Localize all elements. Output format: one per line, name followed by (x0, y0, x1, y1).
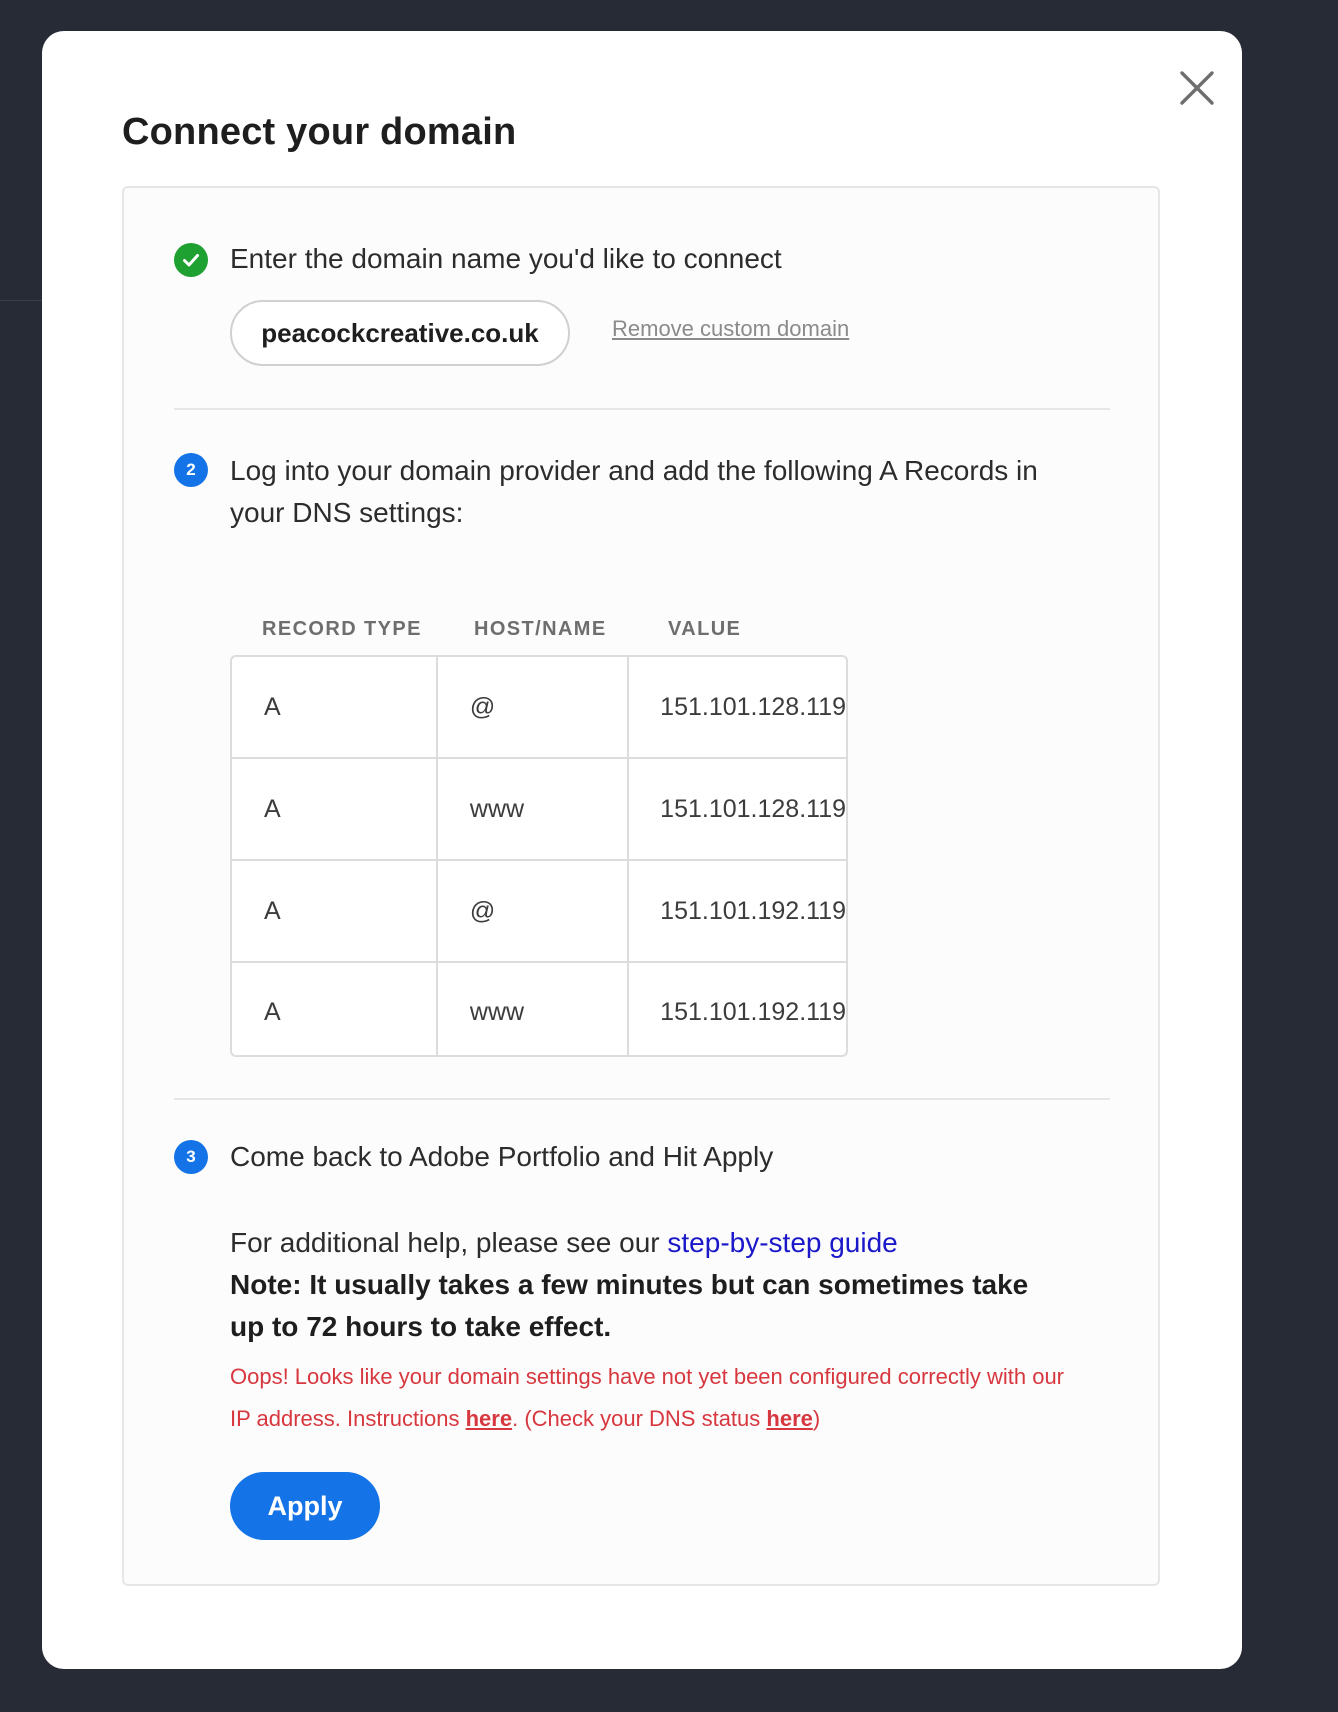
divider (174, 1098, 1110, 1100)
domain-name-field[interactable]: peacockcreative.co.uk (230, 300, 570, 366)
record-type-cell: A (232, 963, 438, 1057)
error-text-part3: ) (812, 1406, 821, 1431)
close-button[interactable] (1170, 61, 1224, 115)
step2-text: Log into your domain provider and add the following A Records in your DNS settings: (230, 455, 1038, 528)
table-row (232, 963, 846, 1057)
dns-records-table (230, 655, 848, 1057)
error-text-part2: . (Check your DNS status (512, 1406, 767, 1431)
host-name-cell: @ (438, 861, 629, 961)
modal-title: Connect your domain (122, 111, 517, 153)
host-name-cell: www (438, 759, 629, 859)
error-text-part1: Oops! Looks like your domain settings have not yet been configured correctly with our IP address. Instructions (230, 1364, 1065, 1431)
step-2-badge: 2 (174, 453, 208, 487)
apply-button[interactable]: Apply (230, 1472, 380, 1540)
value-cell: 151.101.128.119 (660, 692, 846, 721)
host-name-cell: www (438, 963, 629, 1057)
record-type-cell: A (232, 861, 438, 961)
step1-text: Enter the domain name you'd like to connect (230, 243, 782, 274)
value-cell: 151.101.192.119 (660, 997, 846, 1026)
help-text (230, 1222, 1070, 1348)
note-text: Note: It usually takes a few minutes but can sometimes take up to 72 hours to take effect. (230, 1269, 1029, 1342)
column-header-record-type: RECORD TYPE (262, 618, 422, 640)
divider (174, 408, 1110, 410)
checkmark-circle-icon (174, 243, 208, 277)
error-message (230, 1356, 1080, 1440)
host-name-cell: @ (438, 657, 629, 757)
step3-text: Come back to Adobe Portfolio and Hit Apply (230, 1141, 774, 1172)
close-icon (1170, 61, 1224, 115)
table-row (232, 657, 846, 759)
table-row (232, 759, 846, 861)
connect-domain-modal (42, 31, 1242, 1669)
value-cell: 151.101.128.119 (660, 794, 846, 823)
step-by-step-guide-link[interactable]: step-by-step guide (667, 1227, 898, 1258)
value-cell: 151.101.192.119 (660, 896, 846, 925)
remove-custom-domain-link[interactable]: Remove custom domain (612, 316, 850, 341)
table-row (232, 861, 846, 963)
record-type-cell: A (232, 759, 438, 859)
help-prefix: For additional help, please see our (230, 1227, 668, 1258)
column-header-value: VALUE (668, 618, 742, 640)
steps-card (122, 186, 1160, 1586)
instructions-here-link[interactable]: here (465, 1406, 513, 1431)
column-header-host-name: HOST/NAME (474, 618, 607, 640)
record-type-cell: A (232, 657, 438, 757)
step-3-badge: 3 (174, 1140, 208, 1174)
dns-status-here-link[interactable]: here (766, 1406, 813, 1431)
